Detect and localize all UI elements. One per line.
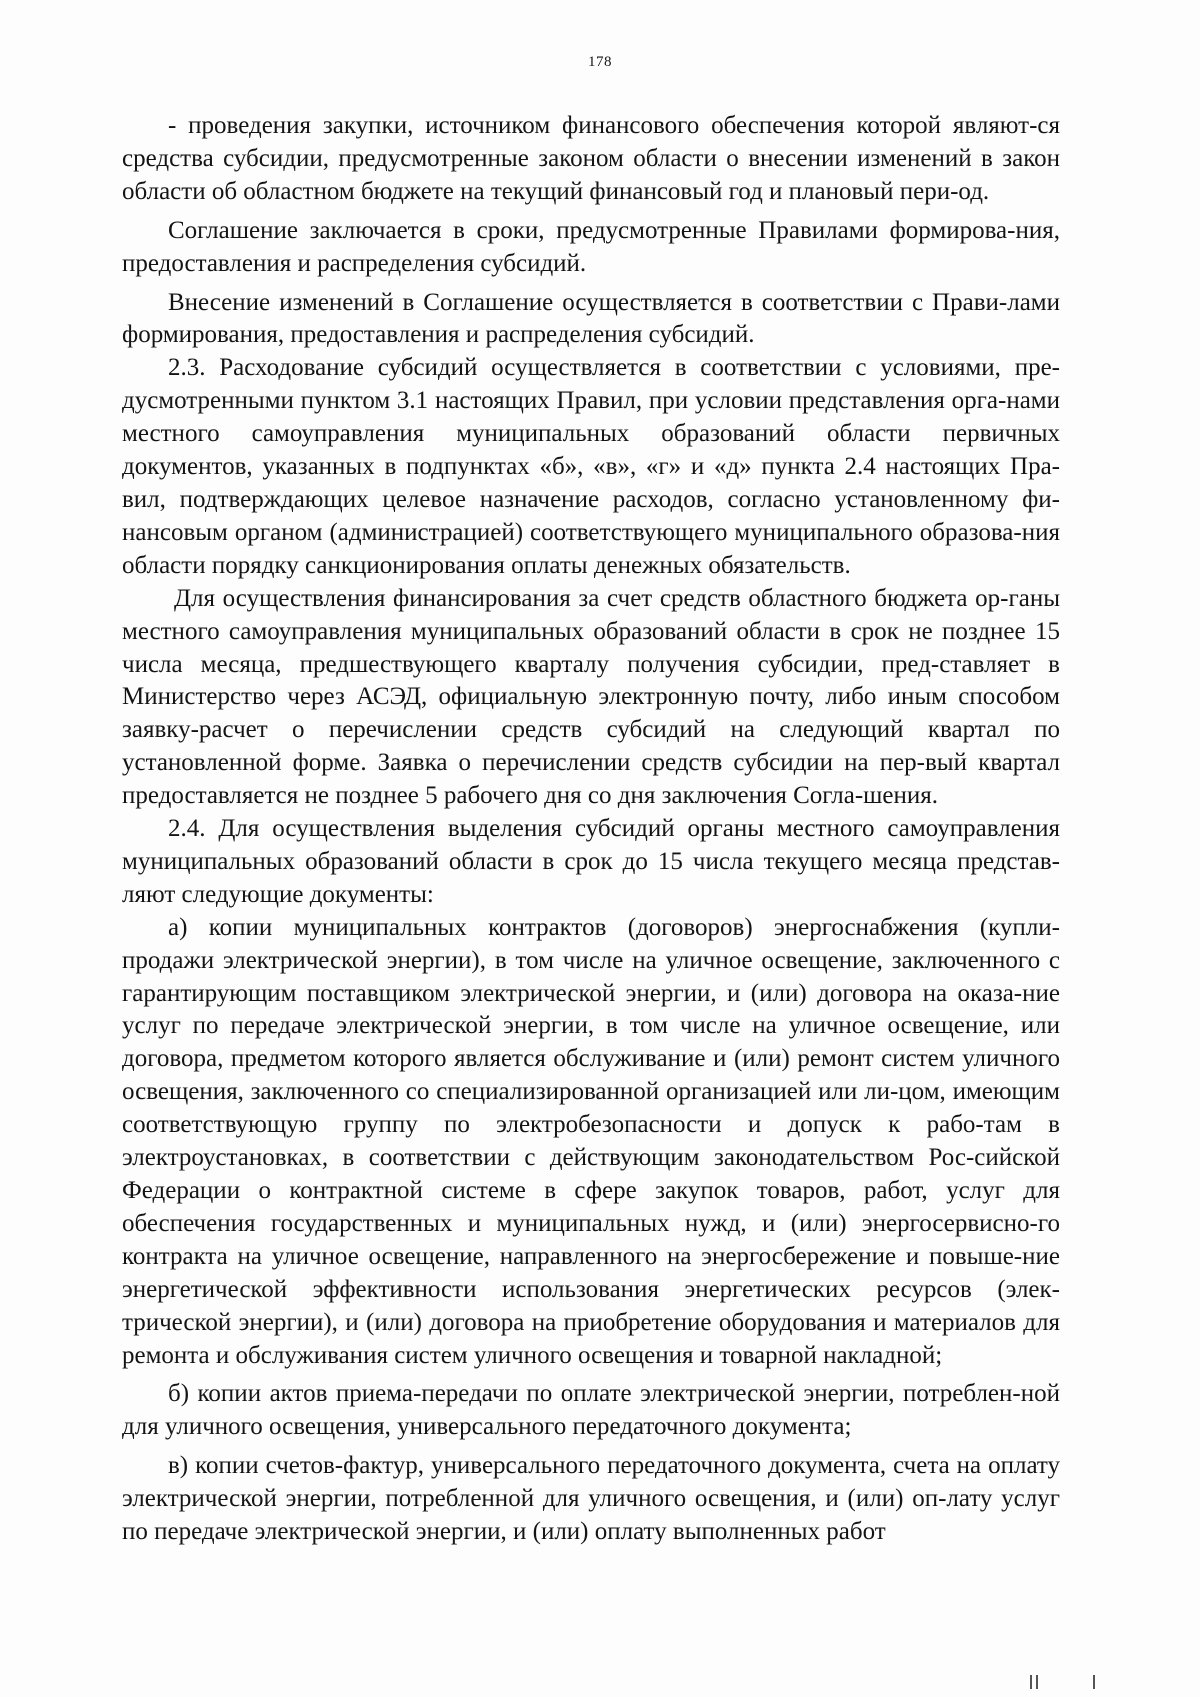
paragraph-agreement-changes: Внесение изменений в Соглашение осуществляется в соответствии с Прави-лами формирования, предоставления и распределения субсидий. <box>122 288 1060 349</box>
paragraph-2-3: 2.3. Расходование субсидий осуществляется в соответствии с условиями, пре-дусмотренными пунктом 3.1 настоящих Правил, при условии представления орга-нами местного самоуправления муниципальных образований области первичных документов, указанных в подпунктах «б», «в», «г» и «д» пункта 2.4 настоящих Пра-вил, подтверждающих целевое назначение расходов, согласно установленному фи-нансовым органом (администрацией) соответствующего муниципального образова-ния области порядку санкционирования оплаты денежных обязательств. <box>122 354 1060 579</box>
scan-artifact-mark <box>1093 1675 1095 1689</box>
list-item-v: в) копии счетов-фактур, универсального передаточного документа, счета на оплату электрической энергии, потребленной для уличного освещения, и (или) оп-лату услуг по передаче электрической энергии, и (или) оплату выполненных работ <box>122 1452 1060 1546</box>
paragraph-2-4: 2.4. Для осуществления выделения субсидий органы местного самоуправления муниципальных образований области в срок до 15 числа текущего месяца представ-ляют следующие документы: <box>122 815 1060 908</box>
list-item-b: б) копии актов приема-передачи по оплате электрической энергии, потреблен-ной для уличного освещения, универсального передаточного документа; <box>122 1380 1060 1441</box>
document-body <box>122 110 1060 1549</box>
paragraph-agreement-terms: Соглашение заключается в сроки, предусмотренные Правилами формирова-ния, предоставления и распределения субсидий. <box>122 216 1060 277</box>
paragraph-financing: Для осуществления финансирования за счет средств областного бюджета ор-ганы местного самоуправления муниципальных образований области в срок не позднее 15 числа месяца, предшествующего кварталу получения субсидии, пред-ставляет в Министерство через АСЭД, официальную электронную почту, либо иным способом заявку-расчет о перечислении средств субсидий на следующий квартал по установленной форме. Заявка о перечислении средств субсидии на пер-вый квартал предоставляется не позднее 5 рабочего дня со дня заключения Согла-шения. <box>122 584 1060 810</box>
page-number: 178 <box>588 54 612 70</box>
scan-artifact-mark <box>1036 1675 1038 1689</box>
list-item-a: а) копии муниципальных контрактов (договоров) энергоснабжения (купли-продажи электрической энергии), в том числе на уличное освещение, заключенного с гарантирующим поставщиком электрической энергии, и (или) договора на оказа-ние услуг по передаче электрической энергии, в том числе на уличное освещение, или договора, предметом которого является обслуживание и (или) ремонт систем уличного освещения, заключенного со специализированной организацией или ли-цом, имеющим соответствующую группу по электробезопасности и допуск к рабо-там в электроустановках, в соответствии с действующим законодательством Рос-сийской Федерации о контрактной системе в сфере закупок товаров, работ, услуг для обеспечения государственных и муниципальных нужд, и (или) энергосервисно-го контракта на уличное освещение, направленного на энергосбережение и повыше-ние энергетической эффективности использования энергетических ресурсов (элек-трической энергии), и (или) договора на приобретение оборудования и материалов для ремонта и обслуживания систем уличного освещения и товарной накладной; <box>122 913 1060 1369</box>
paragraph-procurement: - проведения закупки, источником финансового обеспечения которой являют-ся средства субсидии, предусмотренные законом области о внесении изменений в закон области об областном бюджете на текущий финансовый год и плановый пери-од. <box>122 112 1060 205</box>
scan-artifact-mark <box>1030 1675 1032 1689</box>
